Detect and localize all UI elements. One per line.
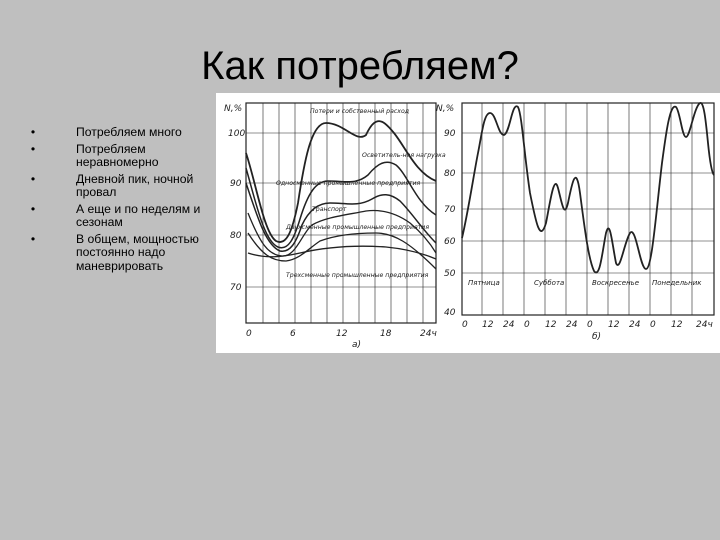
curve-two-shift [248, 233, 436, 269]
day-label: Понедельник [652, 279, 702, 287]
bullet-list [28, 126, 214, 276]
y-tick: 60 [444, 237, 456, 247]
y-axis-label: N,% [224, 104, 243, 114]
y-tick: 100 [228, 129, 246, 139]
x-tick: 24 [629, 320, 641, 330]
x-tick: 0 [462, 320, 468, 330]
y-tick: 80 [230, 231, 242, 241]
x-tick: 0 [524, 320, 530, 330]
bullet-item [28, 203, 214, 230]
graph-caption: а) [352, 340, 362, 350]
load-curves-image [216, 93, 720, 353]
bullet-text: Потребляем неравномерно [76, 141, 159, 169]
label-one-shift: Односменные промышленные предприятия [276, 180, 421, 187]
bullet-item [28, 173, 214, 200]
bullet-dot: • [30, 171, 36, 186]
day-label: Пятница [468, 279, 500, 287]
x-tick: 24 [566, 320, 578, 330]
y-tick: 70 [444, 205, 456, 215]
bullet-text: Потребляем много [76, 125, 182, 139]
label-lighting: Осветитель-ная нагрузка [362, 152, 446, 159]
day-label: Воскресенье [592, 279, 640, 287]
x-tick: 12 [545, 320, 557, 330]
x-tick: 12 [671, 320, 683, 330]
weekly-load-curve [462, 103, 714, 273]
y-tick: 70 [230, 283, 242, 293]
bullet-dot: • [30, 231, 36, 246]
y-tick: 40 [444, 308, 456, 318]
y-tick: 80 [444, 169, 456, 179]
y-tick: 90 [230, 179, 242, 189]
bullet-item [28, 126, 214, 140]
x-tick: 0 [587, 320, 593, 330]
x-tick: 12 [608, 320, 620, 330]
bullet-dot: • [30, 141, 36, 156]
x-tick: 24ч [420, 329, 437, 339]
bullet-item [28, 143, 214, 170]
load-curves-figure [216, 93, 720, 353]
curve-one-shift [246, 183, 436, 251]
label-transport: Транспорт [312, 206, 347, 213]
x-tick: 6 [290, 329, 296, 339]
bullet-text: А еще и по неделям и сезонам [76, 201, 201, 229]
weekly-load-graph [436, 103, 714, 342]
x-tick: 0 [650, 320, 656, 330]
day-label: Суббота [534, 279, 565, 287]
bullet-item [28, 233, 214, 274]
x-tick: 18 [380, 329, 392, 339]
graph-caption: б) [592, 332, 602, 342]
bullet-dot: • [30, 201, 36, 216]
x-tick: 24ч [696, 320, 713, 330]
slide-title: Как потребляем? [201, 44, 519, 88]
bullet-text: Дневной пик, ночной провал [76, 171, 194, 199]
grid [246, 103, 436, 323]
label-losses: Потери и собственный расход [310, 108, 410, 115]
x-tick: 0 [246, 329, 252, 339]
y-tick: 90 [444, 129, 456, 139]
x-tick: 24 [503, 320, 515, 330]
graph-frame [246, 103, 436, 323]
label-three-shift: Трехсменные промышленные предприятия [286, 272, 429, 279]
daily-load-graph [224, 103, 446, 350]
y-tick: 50 [444, 269, 456, 279]
x-tick: 12 [336, 329, 348, 339]
bullet-dot: • [30, 125, 36, 139]
x-tick: 12 [482, 320, 494, 330]
label-two-shift: Двухсменные промышленные предприятия [286, 224, 430, 231]
bullet-text: В общем, мощностью постоянно надо маневрировать [76, 231, 199, 273]
y-axis-label: N,% [436, 104, 455, 114]
